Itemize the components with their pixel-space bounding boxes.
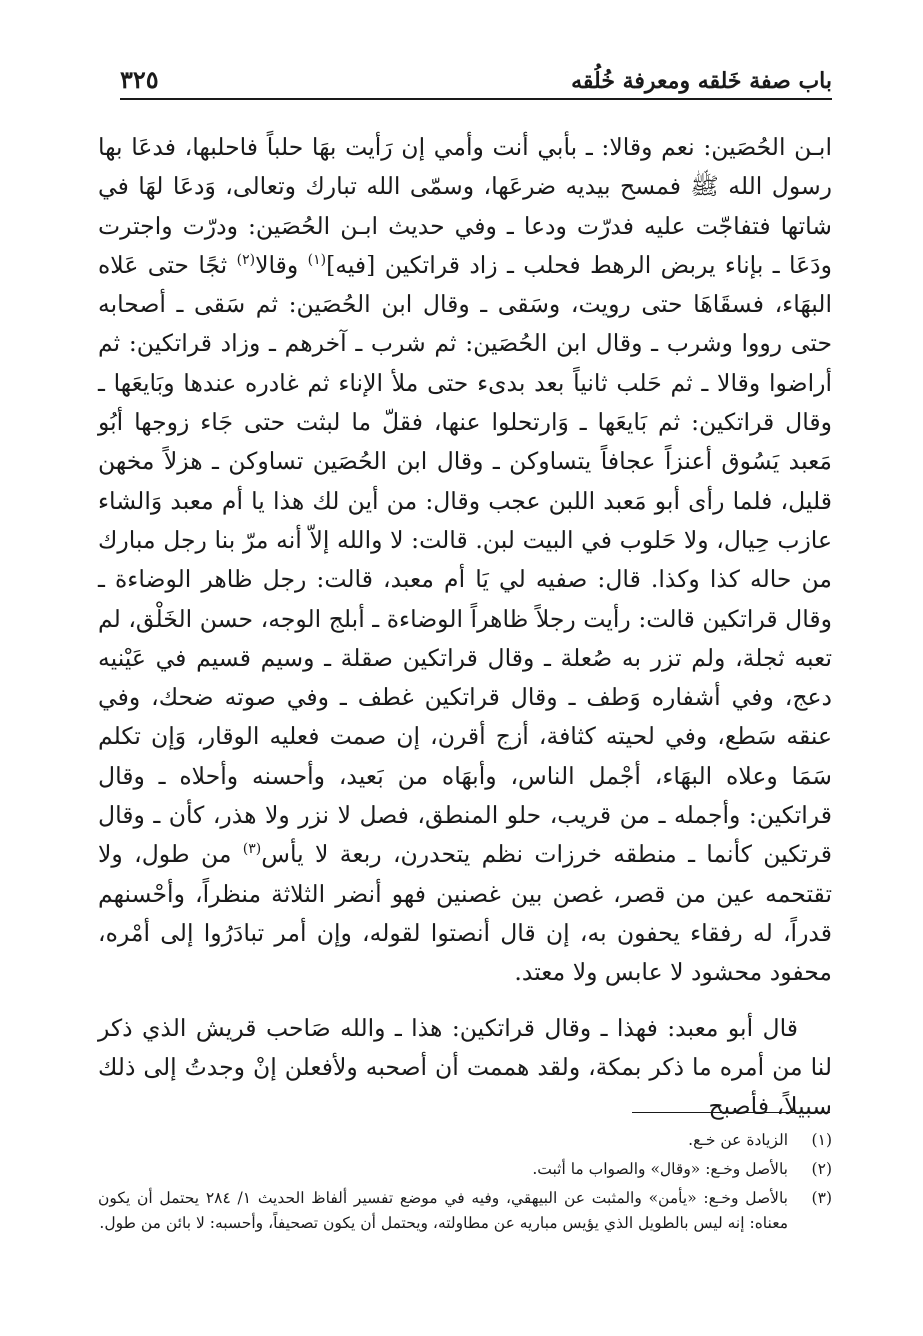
paragraph-1-part-d: من طول، ولا تقتحمه عين من قصر، غصن بين غصنين فهو أنضر الثلاثة منظراً، وأحْسنهم قدراً، له رفقاء يحفون به، إن قال أنصتوا لقوله، وإن أمر تبادَرُوا إلى أمْره، محفود محشود لا عابس ولا معتد. bbox=[98, 840, 832, 987]
page-number: ٣٢٥ bbox=[120, 65, 159, 94]
footnote-text: بالأصل وخـع: «يأمن» والمثبت عن البيهقي، وفيه في موضع تفسير ألفاظ الحديث ١/ ٢٨٤ يحتمل أن يكون معناه: إنه ليس بالطويل الذي يؤيس مباريه عن مطاولته، ويحتمل أن يكون تصحيفاً، وأحسبه: لا بائن من طول. bbox=[98, 1189, 788, 1232]
footnote-item bbox=[98, 1157, 832, 1182]
chapter-title: باب صفة خَلقه ومعرفة خُلُقه bbox=[571, 68, 832, 94]
paragraph-1-part-c: ثجًا حتى عَلاه البهَاء، فسقَاهَا حتى رويت، وسَقى ـ وقال ابن الحُصَين: ثم سَقى ـ أصحابه حتى رووا وشرب ـ وقال ابن الحُصَين: ثم شرب ـ آخرهم ـ وزاد قراتكين: ثم أراضوا وقالا ـ ثم حَلب ثانياً بعد بدىء حتى ملأ الإناء ثم غادره عندها وبَايعَها ـ وقال قراتكين: ثم بَايعَها ـ وَارتحلوا عنها، فقلّ ما لبثت حتى جَاء زوجها أبُو مَعبد يَسُوق أعنزاً عجافاً يتساوكن ـ وقال ابن الحُصَين تساوكن ـ هزلاً مخهن قليل، فلما رأى أبو مَعبد اللبن عجب وقال: من أين لك هذا يا أم معبد وَالشاء عازب حِيال، ولا حَلوب في البيت لبن. قالت: لا والله إلاّ أنه مرّ بنا رجل مبارك من حاله كذا وكذا. قال: صفيه لي يَا أم معبد، قالت: رجل ظاهر الوضاءة ـ وقال قراتكين قالت: رأيت رجلاً ظاهراً الوضاءة ـ أبلج الوجه، حسن الخَلْق، لم تعبه ثجلة، ولم تزر به صُعلة ـ وقال قراتكين صقلة ـ وسيم قسيم في عَيْنيه دعج، وفي أشفاره وَطف ـ وقال قراتكين غطف ـ وفي صوته ضحك، وفي عنقه سَطع، وفي لحيته كثافة، أزج أقرن، إن صمت فعليه الوقار، وَإن تكلم سَمَا وعلاه البهَاء، أجْمل الناس، وأبهَاه من بَعيد، وأحسنه وأحلاه ـ وقال قراتكين: وأجمله ـ من قريب، حلو المنطق، فصل لا نزر ولا هذر، كأن ـ وقال قرتكين كأنما ـ منطقه خرزات نظم يتحدرن، ربعة لا يأس bbox=[98, 250, 832, 869]
footnote-text: الزيادة عن خـع. bbox=[688, 1131, 788, 1149]
footnote-text: بالأصل وخـع: «وقال» والصواب ما أثبت. bbox=[532, 1160, 788, 1178]
paragraph-2: قال أبو معبد: فهذا ـ وقال قراتكين: هذا ـ والله صَاحب قريش الذي ذكر لنا من أمره ما ذكر بمكة، ولقد هممت أن أصحبه ولأفعلن إنْ وجدتُ إلى ذلك سبيلاً، فأصبح bbox=[98, 1013, 832, 1121]
footnote-ref-3[interactable]: (٣) bbox=[242, 841, 262, 858]
footnote-item bbox=[98, 1128, 832, 1153]
footnote-ref-2[interactable]: (٢) bbox=[236, 252, 256, 269]
paragraph-1-part-b: وقالا bbox=[255, 250, 308, 279]
footnote-number: (١) bbox=[811, 1131, 832, 1149]
paragraph-1 bbox=[98, 128, 832, 993]
footnote-number: (٣) bbox=[811, 1189, 832, 1207]
footnote-ref-1[interactable]: (١) bbox=[307, 252, 327, 269]
footnotes bbox=[98, 1128, 832, 1240]
paragraph-1-part-a: ابـن الحُصَين: نعم وقالا: ـ بأبي أنت وأمي إن رَأيت بهَا حلباً فاحلبها، فدعَا بها رسول الله ﷺ فمسح بيديه ضرعَها، وسمّى الله تبارك وتعالى، وَدعَا لهَا في شاتها فتفاجّت عليه فدرّت ودعا ـ وفي حديث ابـن الحُصَين: ودرّت واجترت ودَعَا ـ بإناء يربض الرهط فحلب ـ زاد قراتكين [فيه] bbox=[98, 133, 832, 279]
footnote-separator bbox=[632, 1112, 830, 1113]
footnote-item bbox=[98, 1186, 832, 1236]
running-header bbox=[120, 58, 832, 100]
footnote-number: (٢) bbox=[811, 1160, 832, 1178]
main-text bbox=[98, 128, 832, 1126]
